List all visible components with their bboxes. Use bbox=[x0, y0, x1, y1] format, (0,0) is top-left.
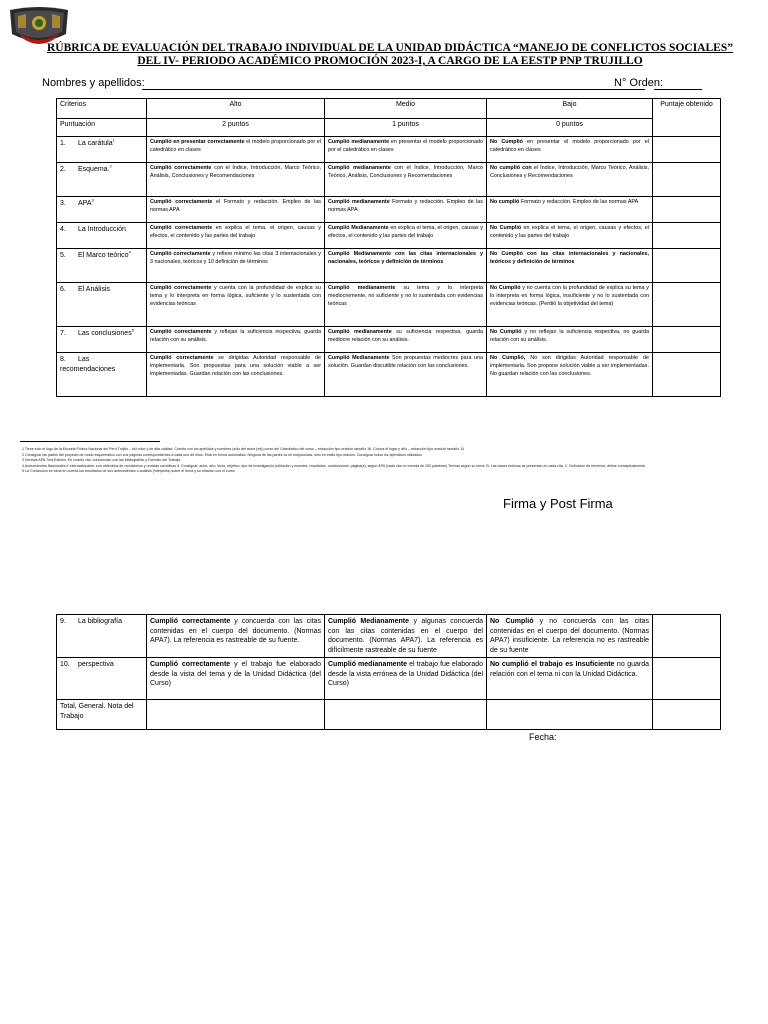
medio-text: Son propuestas mediocres para una solución. Guardan discutible relación con las conclusiones. bbox=[328, 355, 483, 369]
criterion-name: La Introducción bbox=[78, 226, 126, 233]
criterion-name: El Marco teórico bbox=[78, 252, 129, 259]
criterion-name: Las conclusiones bbox=[78, 330, 132, 337]
criterion-cell bbox=[57, 223, 147, 249]
score-cell[interactable] bbox=[653, 163, 721, 197]
bajo-text: el Índice, Introducción, Marco Teórico, Análisis, Conclusiones y Recomendaciones bbox=[490, 165, 649, 179]
student-info-row bbox=[42, 77, 722, 93]
bajo-bold-text: No cumplió el trabajo es Insuficiente bbox=[490, 661, 615, 668]
criterion-name: El Análisis bbox=[78, 286, 110, 293]
alto-bold-text: Cumplió correctamente bbox=[150, 225, 213, 231]
footnote-ref: 5 bbox=[131, 327, 134, 333]
alto-cell bbox=[147, 658, 325, 700]
alto-text: el modelo proporcionado por el catedrático en clases bbox=[150, 139, 321, 153]
medio-text: su tema y lo interpreta mediocremente, no suficiente y no lo sustentada con evidencias teóricas bbox=[328, 285, 483, 307]
rubric-table-continued bbox=[56, 614, 721, 730]
table-row bbox=[57, 327, 721, 353]
medio-bold-text: Cumplió medianamente bbox=[328, 199, 390, 205]
alto-bold-text: Cumplió correctamente bbox=[150, 355, 214, 361]
bajo-bold-text: No cumplió con bbox=[490, 165, 532, 171]
criterion-cell bbox=[57, 615, 147, 658]
alto-cell bbox=[147, 137, 325, 163]
medio-text: Formato y redacción. Empleo de las normas APA bbox=[328, 199, 483, 213]
bajo-text: en explica el tema, el origen, causas y efectos, el contenido y las partes del trabajo bbox=[490, 225, 649, 239]
criterion-name: Esquema. bbox=[78, 166, 110, 173]
table-row bbox=[57, 137, 721, 163]
bajo-cell bbox=[487, 658, 653, 700]
bajo-cell bbox=[487, 137, 653, 163]
title-line-2: DEL IV- PERIODO ACADÉMICO PROMOCIÓN 2023-I, A CARGO DE LA EESTP PNP TRUJILLO bbox=[137, 55, 643, 67]
bajo-bold-text: No Cumplió, bbox=[490, 355, 526, 361]
criterion-number: 6. bbox=[60, 286, 66, 293]
medio-bold-text: Cumplió Medianamente bbox=[328, 225, 389, 231]
medio-cell bbox=[325, 327, 487, 353]
score-cell[interactable] bbox=[653, 223, 721, 249]
medio-text: y algunas concuerda con las citas contenidas en el cuerpo del documento. (Normas APA7). La referencia es difícilmente rastreable de su fuente bbox=[328, 618, 483, 654]
alto-bold-text: Cumplió correctamente bbox=[150, 661, 231, 668]
table-row bbox=[57, 197, 721, 223]
order-number-field[interactable] bbox=[654, 89, 702, 90]
footnote-ref: 2 bbox=[109, 163, 112, 169]
medio-cell bbox=[325, 249, 487, 283]
points-row bbox=[57, 119, 721, 137]
bajo-cell bbox=[487, 327, 653, 353]
criterion-number: 1. bbox=[60, 140, 66, 147]
bajo-text: no guarda relación con el tema ni con la Unidad Didáctica. bbox=[490, 661, 650, 678]
alto-text: el Formato y redacción. Empleo de las normas APA bbox=[150, 199, 321, 213]
criterion-cell bbox=[57, 137, 147, 163]
alto-bold-text: Cumplió correctamente bbox=[150, 329, 212, 335]
bajo-bold-text: No cumplió bbox=[490, 199, 520, 205]
criterion-cell bbox=[57, 249, 147, 283]
total-medio-cell bbox=[325, 700, 487, 730]
alto-cell bbox=[147, 249, 325, 283]
footnote-1: 1 Tiene solo el logo de la Escuela Policía Nacional del Perú Trujillo – full color y de alta calidad. Cuenta con los apellidos y nombres (sólo del autor (es)) curso del Catedrático del curso – redacción tipo oración tamaño 16. Coloca el lugar y año – redacción tipo oración tamaño 14 bbox=[22, 447, 465, 451]
footnote-ref: 1 bbox=[112, 137, 115, 143]
score-cell[interactable] bbox=[653, 353, 721, 397]
medio-cell bbox=[325, 353, 487, 397]
table-row bbox=[57, 249, 721, 283]
table-row bbox=[57, 223, 721, 249]
date-label: Fecha: bbox=[529, 732, 557, 742]
bajo-bold-text: No Cumplió bbox=[490, 329, 522, 335]
medio-text: el trabajo fue elaborado desde la vista errónea de la Unidad Didáctica (del Curso) bbox=[328, 661, 484, 687]
medio-cell bbox=[325, 137, 487, 163]
names-field[interactable] bbox=[142, 89, 645, 90]
alto-cell bbox=[147, 283, 325, 327]
document-title bbox=[40, 42, 740, 68]
table-row bbox=[57, 283, 721, 327]
medio-text: en presentar el modelo proporcionado por el catedrático en clases bbox=[328, 139, 483, 153]
total-bajo-cell bbox=[487, 700, 653, 730]
header-puntuacion: Puntuación bbox=[57, 119, 147, 137]
alto-cell bbox=[147, 163, 325, 197]
bajo-cell bbox=[487, 163, 653, 197]
table-header-row bbox=[57, 99, 721, 119]
names-label: Nombres y apellidos: bbox=[42, 77, 145, 89]
criterion-cell bbox=[57, 658, 147, 700]
bajo-cell bbox=[487, 283, 653, 327]
bajo-text: y no reflejan la suficiencia respectiva, no guarda relación con su análisis. bbox=[490, 329, 649, 343]
title-line-1: RÚBRICA DE EVALUACIÓN DEL TRABAJO INDIVIDUAL DE LA UNIDAD DIDÁCTICA “MANEJO DE CONFLICTOS SOCIALES” bbox=[47, 42, 733, 54]
medio-cell bbox=[325, 163, 487, 197]
footnote-2: 2 Consignar las partes del proyecto de modo esquemático con sus páginas correspondientes a cada uno de ellos. Está en forma automática. Ninguna de las partes va en mayúsculas, sino en estilo tipo oración. Consignar todos los apéndices utilizados bbox=[22, 452, 422, 457]
alto-text: y el trabajo fue elaborado desde la vista del tema y de la Unidad Didáctica (del Curso) bbox=[150, 661, 321, 687]
footnotes bbox=[22, 447, 742, 475]
bajo-text: en presentar el modelo proporcionado por el catedrático en clases bbox=[490, 139, 649, 153]
score-cell[interactable] bbox=[653, 197, 721, 223]
criterion-cell bbox=[57, 197, 147, 223]
medio-bold-text: Cumplió medianamente bbox=[328, 139, 390, 145]
bajo-bold-text: No Cumplió bbox=[490, 225, 522, 231]
alto-cell bbox=[147, 615, 325, 658]
total-alto-cell bbox=[147, 700, 325, 730]
medio-bold-text: Cumplió Medianamente con las citas internacionales y nacionales, teóricos y definición de términos bbox=[328, 251, 483, 265]
alto-text: y reflejan la suficiencia respectiva, guarda relación con su análisis. bbox=[150, 329, 321, 343]
medio-bold-text: Cumplió medianamente bbox=[328, 329, 392, 335]
table-row bbox=[57, 615, 721, 658]
score-cell[interactable] bbox=[653, 658, 721, 700]
criterion-number: 7. bbox=[60, 330, 66, 337]
criterion-number: 9. bbox=[60, 618, 66, 625]
footnote-ref: 3 bbox=[91, 197, 94, 203]
footnote-5: 5 La Conclusión se toma en cuenta los resultados de sus antecedentes o análisis (Interpreta) sobre el tema y su relación con el curso bbox=[22, 469, 235, 474]
criterion-name: Las recomendaciones bbox=[60, 356, 116, 373]
alto-text: y cuenta con la profundidad de explica su tema y lo interpreta en forma lógica, suficiente y lo sustentada con evidencias teóricas bbox=[150, 285, 321, 307]
header-puntaje: Puntaje obtenido bbox=[653, 99, 721, 137]
total-row bbox=[57, 700, 721, 730]
medio-cell bbox=[325, 283, 487, 327]
footnote-divider bbox=[20, 441, 160, 442]
medio-text: en explica el tema, el origen, causas y efectos, el contenido y las partes del trabajo bbox=[328, 225, 483, 239]
table-row bbox=[57, 353, 721, 397]
order-number-label: N° Orden: bbox=[614, 77, 664, 89]
medio-bold-text: Cumplió medianamente bbox=[328, 285, 396, 291]
total-label: Total, General. Nota del Trabajo bbox=[57, 700, 147, 730]
medio-cell bbox=[325, 197, 487, 223]
points-bajo: 0 puntos bbox=[487, 119, 653, 137]
medio-bold-text: Cumplió medianamente bbox=[328, 165, 391, 171]
alto-text: con el Índice, Introducción, Marco Teórico, Análisis, Conclusiones y Recomendaciones bbox=[150, 165, 322, 179]
bajo-text: y no concuerda con las citas contenidas en el cuerpo del documento. (Normas APA7) insuficiente. La referencia no es rastreable de su fuente bbox=[490, 618, 649, 654]
bajo-cell bbox=[487, 615, 653, 658]
bajo-bold-text: No Cumplió bbox=[490, 618, 534, 625]
bajo-text: y no cuenta con la profundidad de explica su tema y lo interpreta en forma lógica, insuficiente y no lo sustentada con evidencias teóricas. (Perdió la objetividad del tema) bbox=[490, 285, 649, 307]
table-row bbox=[57, 163, 721, 197]
footnote-3: 3 Normas APA 7ma Edición. En cuanto cita, concuerdan con las bibliografías y Formato del Trabajo. bbox=[22, 458, 182, 463]
signature-label: Firma y Post Firma bbox=[503, 496, 613, 511]
criterion-name: La carátula bbox=[78, 140, 113, 147]
alto-bold-text: Cumplió correctamente bbox=[150, 618, 231, 625]
medio-bold-text: Cumplió Medianamente bbox=[328, 618, 410, 625]
score-cell[interactable] bbox=[653, 615, 721, 658]
criterion-cell bbox=[57, 353, 147, 397]
bajo-text: Formato y redacción. Empleo de las normas APA bbox=[519, 199, 639, 205]
criterion-number: 2. bbox=[60, 166, 66, 173]
alto-text: se dirigidas Autoridad responsable de implementarla. Son propuestas para una solución viable a ser implementadas. Guardan relación con las conclusiones. bbox=[150, 355, 321, 377]
alto-cell bbox=[147, 223, 325, 249]
criterion-name: La bibliografía bbox=[78, 618, 122, 625]
criterion-number: 4. bbox=[60, 226, 66, 233]
alto-cell bbox=[147, 197, 325, 223]
criterion-number: 10. bbox=[60, 661, 70, 668]
header-medio: Medio bbox=[325, 99, 487, 119]
footnote-4: 4 Antecedentes Nacionales e Internacionales: son obtenidos de repositorios y revistas científicas 4. Consignar: autor, año, título, objetivo, tipo de investigación población y muestra, resultados, conclusiones, página(s), según APA (cada cita no exceda de 250 palabras) Teorías según su tema. B. Las bases teóricas se presentan en cada cita. C. Definición de términos, define conceptualmente. bbox=[22, 463, 647, 468]
bajo-cell bbox=[487, 223, 653, 249]
score-cell[interactable] bbox=[653, 327, 721, 353]
header-alto: Alto bbox=[147, 99, 325, 119]
header-criterios: Criterios bbox=[57, 99, 147, 119]
medio-cell bbox=[325, 223, 487, 249]
bajo-bold-text: No Cumplió bbox=[490, 139, 523, 145]
table-row bbox=[57, 658, 721, 700]
rubric-table bbox=[56, 98, 721, 397]
alto-bold-text: Cumplió correctamente bbox=[150, 251, 211, 257]
bajo-cell bbox=[487, 197, 653, 223]
medio-text: con el Índice, Introducción, Marco Teórico, Análisis, Conclusiones y Recomendaciones bbox=[328, 165, 483, 179]
alto-cell bbox=[147, 353, 325, 397]
criterion-cell bbox=[57, 327, 147, 353]
medio-bold-text: Cumplió medianamente bbox=[328, 661, 408, 668]
header-bajo: Bajo bbox=[487, 99, 653, 119]
score-cell[interactable] bbox=[653, 249, 721, 283]
alto-text: y refiere mínimo las citas 3 internacionales y 3 nacionales, teóricos y 10 definición de términos bbox=[150, 251, 321, 265]
score-cell[interactable] bbox=[653, 283, 721, 327]
alto-bold-text: Cumplió correctamente bbox=[150, 165, 212, 171]
score-cell[interactable] bbox=[653, 137, 721, 163]
total-score-cell[interactable] bbox=[653, 700, 721, 730]
bajo-text: No son dirigidas Autoridad responsable de implementarla. Son propone solución viable a ser implementadas. No guardan relación con las conclusiones. bbox=[490, 355, 649, 377]
bajo-cell bbox=[487, 249, 653, 283]
medio-text: su suficiencia respectiva, guarda mediocre relación con su análisis. bbox=[328, 329, 483, 343]
criterion-name: APA bbox=[78, 200, 92, 207]
criterion-number: 3. bbox=[60, 200, 66, 207]
criterion-name: perspectiva bbox=[78, 661, 114, 668]
medio-cell bbox=[325, 658, 487, 700]
points-alto: 2 puntos bbox=[147, 119, 325, 137]
criterion-cell bbox=[57, 283, 147, 327]
footnote-ref: 4 bbox=[128, 249, 131, 255]
alto-text: en explica el tema, el origen, causas y efectos, el contenido y las partes del trabajo bbox=[150, 225, 321, 239]
alto-cell bbox=[147, 327, 325, 353]
criterion-cell bbox=[57, 163, 147, 197]
bajo-bold-text: No Cumplió con las citas internacionales y nacionales, teóricos y definición de términos bbox=[490, 251, 649, 265]
alto-bold-text: Cumplió correctamente bbox=[150, 199, 213, 205]
criterion-number: 8. bbox=[60, 356, 66, 363]
bajo-cell bbox=[487, 353, 653, 397]
alto-bold-text: Cumplió en presentar correctamente bbox=[150, 139, 245, 145]
medio-bold-text: Cumplió Medianamente bbox=[328, 355, 390, 361]
criterion-number: 5. bbox=[60, 252, 66, 259]
medio-cell bbox=[325, 615, 487, 658]
points-medio: 1 puntos bbox=[325, 119, 487, 137]
bajo-bold-text: No Cumplió bbox=[490, 285, 521, 291]
alto-text: y concuerda con las citas contenidas en el cuerpo del documento. (Normas APA7). La referencia es rastreable de su fuente. bbox=[150, 618, 321, 644]
alto-bold-text: Cumplió correctamente bbox=[150, 285, 212, 291]
